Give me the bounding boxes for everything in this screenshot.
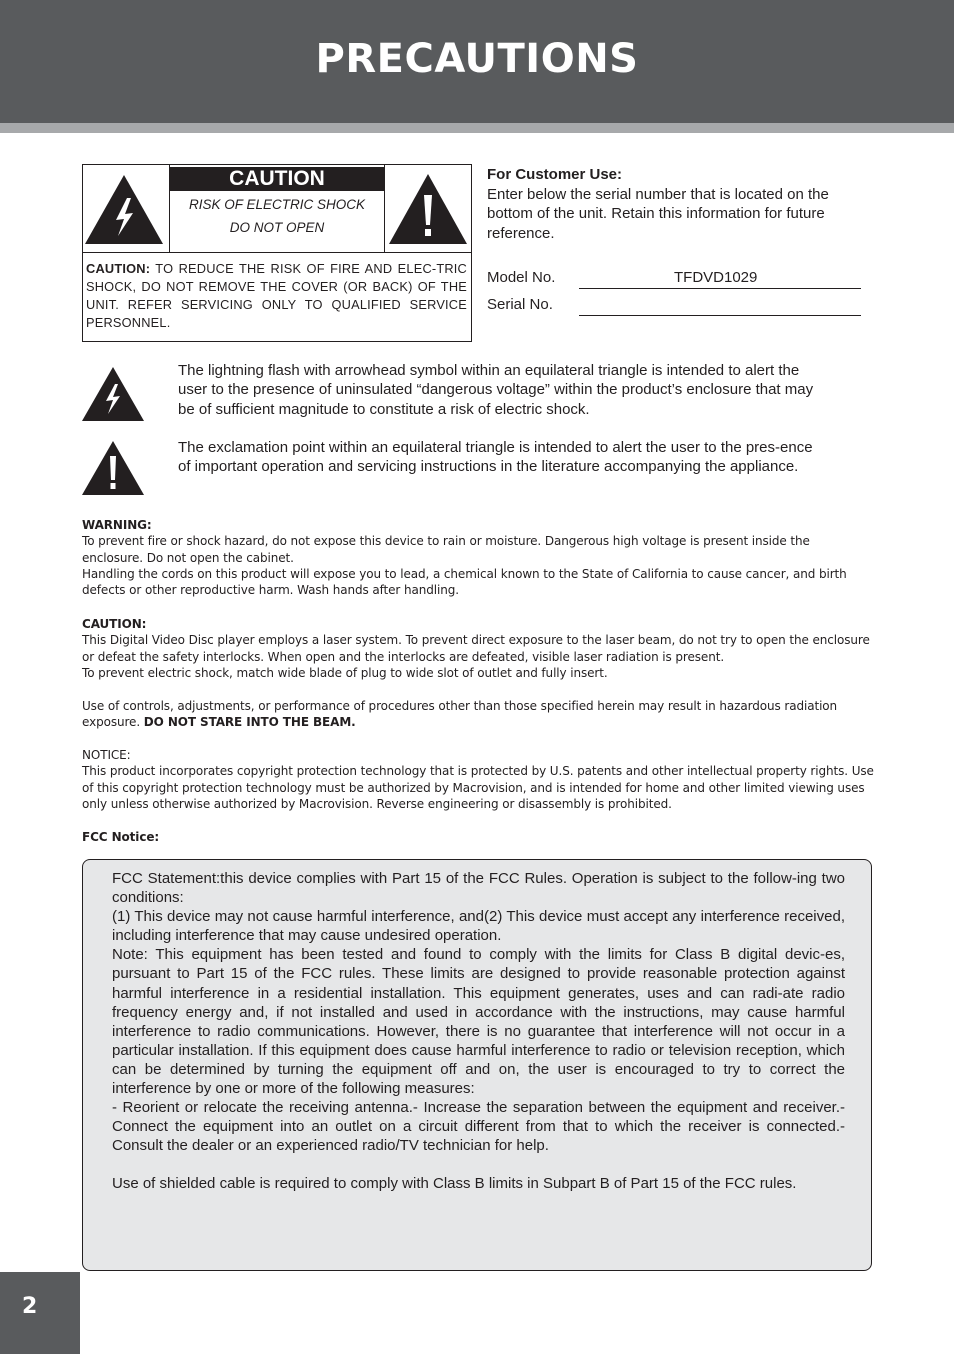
model-row <box>487 269 862 291</box>
caution-box-center <box>170 165 384 252</box>
caution-box-label: CAUTION: <box>86 261 151 276</box>
lightning-symbol <box>82 366 146 427</box>
page-number-tab <box>0 1272 80 1354</box>
lightning-triangle-icon <box>83 165 169 252</box>
caution-box-right-cell <box>384 165 471 252</box>
fcc-paragraph-2: (1) This device may not cause harmful interference, and(2) This device must accept any interference received, including interference that may cause undesired operation. <box>112 908 845 945</box>
caution-section <box>82 616 874 681</box>
model-value: TFDVD1029 <box>674 269 758 286</box>
model-label: Model No. <box>487 269 556 286</box>
lightning-triangle-icon <box>82 366 146 422</box>
customer-use-text: Enter below the serial number that is located on the bottom of the unit. Retain this information for future reference. <box>487 185 829 242</box>
caution-paragraph-2: To prevent electric shock, match wide blade of plug to wide slot of outlet and fully insert. <box>82 665 608 680</box>
caution-box-left-cell <box>83 165 170 252</box>
page-title: PRECAUTIONS <box>315 36 639 82</box>
fcc-paragraph-4: - Reorient or relocate the receiving antenna.- Increase the separation between the equipment and receiver.- Connect the equipment into an outlet on a circuit different from that to which the receiver is connected.- Consult the dealer or an experienced radio/TV technician for help. <box>112 1099 845 1155</box>
fcc-paragraph-3: Note: This equipment has been tested and found to comply with the limits for Class B digital devic-es, pursuant to Part 15 of the FCC rules. These limits are designed to provide reasonable protection against harmful interference in a residential installation. This equipment generates, uses and can radi-ate radio frequency energy and, if not installed and used in accordance with the instructions, may cause harmful interference to radio communications. However, there is no guarantee that interference will not occur in a particular installation. If this equipment does cause harmful interference to radio or television reception, which can be determined by turning the equipment off and on, the user is encouraged to try to correct the interference by one or more of the following measures: <box>112 946 845 1098</box>
fcc-paragraph-5: Use of shielded cable is required to comply with Class B limits in Subpart B of Part 15 of the FCC rules. <box>112 1175 797 1193</box>
stare-warning: DO NOT STARE INTO THE BEAM. <box>143 715 356 730</box>
customer-use-heading: For Customer Use: <box>487 166 623 183</box>
caution-heading: CAUTION <box>170 167 384 191</box>
warning-paragraph-2: Handling the cords on this product will expose you to lead, a chemical known to the State of California to cause cancer, and birth defects or other reproductive harm. Wash hands after handling. <box>82 566 847 598</box>
fcc-heading <box>82 829 874 845</box>
page-header <box>0 0 954 123</box>
radiation-text: Use of controls, adjustments, or performance of procedures other than those specified herein may result in hazardous radiation exposure. <box>82 699 838 730</box>
notice-heading: NOTICE: <box>82 748 131 762</box>
exclamation-symbol-text: The exclamation point within an equilateral triangle is intended to alert the user to the pres-ence of important operation and servicing instructions in the literature accompanying the appliance. <box>178 439 813 476</box>
fcc-statement-box <box>82 859 872 1271</box>
fcc-paragraph-1: FCC Statement:this device complies with Part 15 of the FCC Rules. Operation is subject to the follow-ing two conditions: <box>112 870 845 907</box>
exclamation-symbol <box>82 440 146 501</box>
header-stripe <box>0 123 954 133</box>
caution-box-body: TO REDUCE THE RISK OF FIRE AND ELEC-TRIC SHOCK, DO NOT REMOVE THE COVER (OR BACK) OF THE UNIT. REFER SERVICING ONLY TO QUALIFIED SERVICE PERSONNEL. <box>86 261 467 330</box>
do-not-open-line: DO NOT OPEN <box>229 220 325 235</box>
page-number: 2 <box>22 1294 38 1319</box>
fcc-heading-label: FCC Notice: <box>82 830 160 844</box>
exclamation-triangle-icon <box>385 165 471 252</box>
serial-label: Serial No. <box>487 296 553 313</box>
fcc-text <box>112 869 845 1194</box>
serial-row <box>487 296 862 318</box>
warning-paragraph-1: To prevent fire or shock hazard, do not expose this device to rain or moisture. Dangerous high voltage is present inside the enclosure. Do not open the cabinet. <box>82 534 810 565</box>
caution-box <box>82 164 472 342</box>
warning-heading: WARNING: <box>82 518 152 532</box>
risk-line: RISK OF ELECTRIC SHOCK <box>188 197 366 212</box>
caution-paragraph-1: This Digital Video Disc player employs a laser system. To prevent direct exposure to the laser beam, do not try to open the enclosure or defeat the safety interlocks. When open and the interlocks are defeated, visible laser radiation is present. <box>82 633 870 664</box>
radiation-notice <box>82 698 874 731</box>
lightning-symbol-text: The lightning flash with arrowhead symbol within an equilateral triangle is intended to alert the user to the presence of uninsulated “dangerous voltage” within the product’s enclosure that may be of sufficient magnitude to constitute a risk of electric shock. <box>178 362 814 418</box>
caution-box-text <box>86 260 467 332</box>
notice-section <box>82 747 874 812</box>
model-field[interactable] <box>579 269 861 289</box>
caution-box-top <box>83 165 471 253</box>
exclamation-triangle-icon <box>82 440 146 496</box>
warning-section <box>82 517 874 598</box>
notice-text: This product incorporates copyright protection technology that is protected by U.S. patents and other intellectual property rights. Use of this copyright protection technology must be authorized by Macrovision, and is intended for home and other limited viewing uses only unless otherwise authorized by Macrovision. Reverse engineering or disassembly is prohibited. <box>82 764 874 811</box>
caution-section-heading: CAUTION: <box>82 617 147 631</box>
customer-use-section <box>487 165 867 243</box>
serial-field[interactable] <box>579 296 861 316</box>
